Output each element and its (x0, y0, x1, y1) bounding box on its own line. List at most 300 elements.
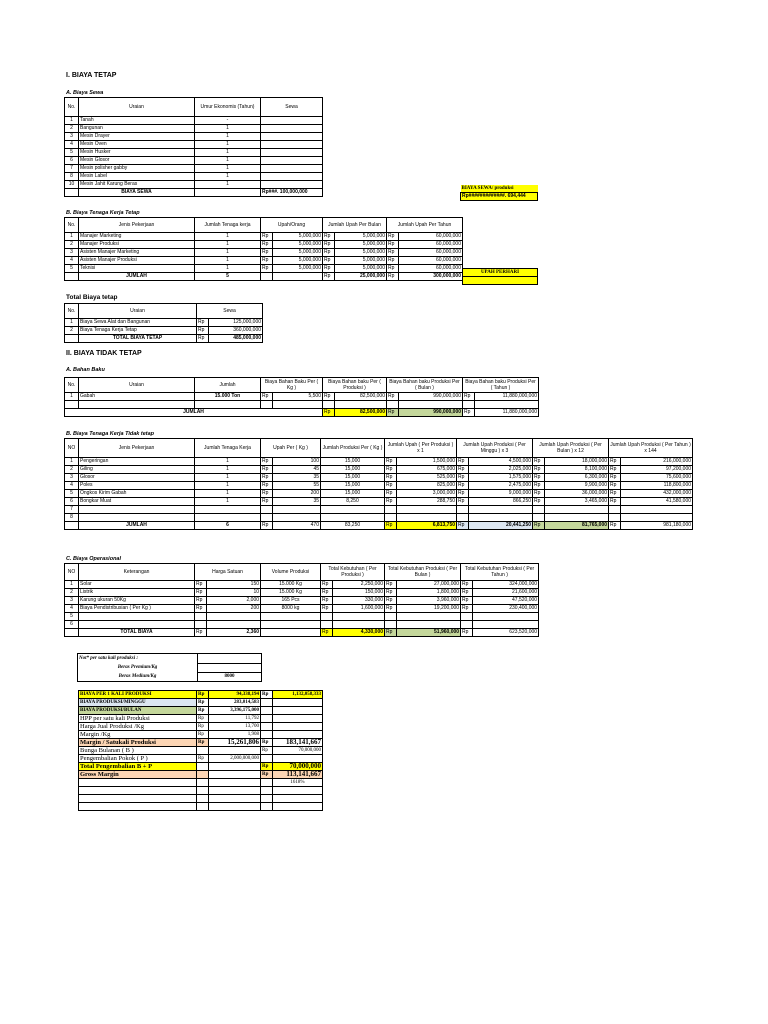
rp-label: Rp (533, 474, 545, 482)
rp-label: Rp (197, 691, 209, 699)
rp-label: Rp (321, 629, 333, 637)
rp-label: Rp (197, 327, 209, 335)
rp-label: Rp (533, 458, 545, 466)
rp-label: Rp (385, 522, 397, 530)
cell-uraian: Gabah (79, 393, 195, 401)
total-label: JUMLAH (79, 273, 195, 281)
rp-label: Rp (533, 498, 545, 506)
cell-umur: - (195, 117, 261, 125)
table-header (65, 304, 263, 319)
cell-upah-bulan: 5,000,000 (335, 257, 387, 265)
biaya-sewa-produksi-label: BIAYA SEWA/ produksi (461, 185, 538, 193)
cell-jenis: Pengeringan (79, 458, 195, 466)
cell-upah-bulan (545, 506, 609, 514)
rp-label: Rp (197, 723, 209, 731)
rp-label: Rp (261, 474, 273, 482)
header-upah-tahun: Jumlah Upah Per Tahun (387, 218, 463, 233)
total-upah-bulan: 81,765,000 (545, 522, 609, 530)
table-row (65, 482, 693, 490)
summary-label: Bunga Bulanan ( B ) (79, 747, 197, 755)
rp-label: Rp (385, 458, 397, 466)
cell-jumlah: 1 (195, 482, 261, 490)
cell-upah-tahun (621, 514, 693, 522)
rp-label: Rp (261, 771, 273, 779)
section-title-biaya-tidak-tetap: II. BIAYA TIDAK TETAP (66, 350, 142, 357)
table-header (65, 218, 463, 233)
rp-label: Rp (261, 482, 273, 490)
rp-label: Rp (261, 739, 273, 747)
total-label: BIAYA SEWA (79, 189, 195, 197)
cell-no: 2 (65, 589, 79, 597)
rp-label: Rp (387, 265, 399, 273)
note-line-1: Not* per satu kali produksi : (79, 656, 139, 661)
rp-label: Rp (261, 241, 273, 249)
cell-umur: 1 (195, 165, 261, 173)
rp-label: Rp (609, 498, 621, 506)
header-upah-bulan: Jumlah Upah Produksi ( Per Bulan ) x 12 (533, 439, 609, 458)
header-volume: Volume Produksi (261, 564, 321, 581)
rp-label: Rp (261, 458, 273, 466)
header-uraian: Uraian (79, 98, 195, 117)
cell-jumlah-produksi (321, 514, 385, 522)
header-upah-tahun: Jumlah Upah Produksi ( Per Tahun ) x 144 (609, 439, 693, 458)
cell-no: 6 (65, 157, 79, 165)
cell-upah-minggu: 866,250 (469, 498, 533, 506)
cell-umur: 1 (195, 133, 261, 141)
biaya-sewa-table (64, 97, 323, 197)
cell-no: 5 (65, 149, 79, 157)
cell-upah-bulan: 6,300,000 (545, 474, 609, 482)
cell-upah-tahun: 60,000,000 (399, 249, 463, 257)
rp-label: Rp (261, 747, 273, 755)
header-jumlah-upah: Jumlah Upah ( Per Produksi ) x 1 (385, 439, 457, 458)
cell-no: 2 (65, 125, 79, 133)
cell-no: 6 (65, 621, 79, 629)
cell-no: 3 (65, 597, 79, 605)
rp-label (261, 699, 273, 707)
rp-label: Rp (197, 739, 209, 747)
header-bb-kg: Biaya Bahan Baku Per ( Kg ) (261, 378, 323, 393)
rp-label: Rp (261, 522, 273, 530)
cell-jumlah-produksi: 15,000 (321, 458, 385, 466)
table-row (65, 181, 323, 189)
header-keterangan: Keterangan (79, 564, 195, 581)
cell-umur: 1 (195, 173, 261, 181)
cell-umur: 1 (195, 157, 261, 165)
cell-upah-tahun: 75,600,000 (621, 474, 693, 482)
table-row (65, 257, 463, 265)
header-no: No. (65, 98, 79, 117)
rp-label: Rp (323, 241, 335, 249)
table-row (65, 173, 323, 181)
cell-umur: 1 (195, 141, 261, 149)
cell-upah: 55 (273, 482, 321, 490)
subsection-title-total-biaya-tetap: Total Biaya tetap (66, 294, 118, 301)
summary-label: Total Pengembalian B + P (79, 763, 197, 771)
table-row (65, 149, 323, 157)
table-total-row (65, 189, 323, 197)
section-title-biaya-tetap: I. BIAYA TETAP (66, 72, 117, 79)
cell-upah-tahun: 41,580,000 (621, 498, 693, 506)
summary-value-1: 3,396,175,000 (209, 707, 261, 715)
rp-label: Rp (385, 629, 397, 637)
summary-label: BIAYA PER 1 KALI PRODUKSI (79, 691, 197, 699)
summary-label: BIAYA PRODUKSI/BULAN (79, 707, 197, 715)
upah-perhari-box (462, 268, 538, 285)
rp-label (261, 707, 273, 715)
cell-keterangan (79, 613, 195, 621)
cell-upah-bulan: 5,000,000 (335, 233, 387, 241)
subsection-title-tenaga-kerja-tetap: B. Biaya Tenaga Kerja Tetap (66, 210, 140, 216)
rp-label (195, 613, 207, 621)
summary-row (79, 755, 323, 763)
rp-label: Rp (321, 605, 333, 613)
header-no: No. (65, 304, 79, 319)
summary-row (79, 715, 323, 723)
rp-label: Rp (197, 335, 209, 343)
cell-jenis: Asisten Manajer Produksi (79, 257, 195, 265)
cell-upah-tahun: 432,000,000 (621, 490, 693, 498)
cell-total-kebutuhan (333, 621, 385, 629)
cell-no: 1 (65, 393, 79, 401)
rp-label: Rp (385, 466, 397, 474)
rp-label (533, 514, 545, 522)
table-row (65, 133, 323, 141)
cell-upah-minggu (469, 514, 533, 522)
cell-upah-minggu: 2,025,000 (469, 466, 533, 474)
header-bb-bulan: Biaya Bahan baku Produksi Per ( Bulan ) (387, 378, 463, 393)
summary-value-2: 1,132,058,333 (273, 691, 323, 699)
cell-upah-bulan: 36,000,000 (545, 490, 609, 498)
summary-label (79, 779, 197, 787)
summary-row (79, 739, 323, 747)
rp-label (321, 621, 333, 629)
cell-total-kebutuhan-bulan: 19,200,000 (397, 605, 461, 613)
rp-label: Rp (385, 474, 397, 482)
cell-uraian: Biaya Tenaga Kerja Tetap (79, 327, 197, 335)
cell-total-kebutuhan: 1,600,000 (333, 605, 385, 613)
rp-label: Rp (321, 597, 333, 605)
summary-value-2: 70,000,000 (273, 763, 323, 771)
cell-jumlah-upah: 3,000,000 (397, 490, 457, 498)
table-row (65, 474, 693, 482)
rp-label (461, 613, 473, 621)
cell-jenis: Manajer Produksi (79, 241, 195, 249)
header-jumlah-produksi: Jumlah Produksi Per ( Kg ) (321, 439, 385, 458)
cell-total-kebutuhan-tahun: 324,000,000 (473, 581, 539, 589)
rp-label (533, 506, 545, 514)
subsection-title-biaya-sewa: A. Biaya Sewa (66, 90, 104, 96)
cell-no: 1 (65, 581, 79, 589)
header-no: NO (65, 564, 79, 581)
table-row (65, 613, 539, 621)
header-no: No. (65, 378, 79, 393)
rp-label: Rp (195, 581, 207, 589)
header-total-kebutuhan-bulan: Total Kebutuhan Produksi ( Per Bulan ) (385, 564, 461, 581)
summary-row (79, 747, 323, 755)
rp-label: Rp (387, 409, 399, 417)
summary-label: Pengembalian Pokok ( P ) (79, 755, 197, 763)
total-upah-minggu: 20,441,250 (469, 522, 533, 530)
cell-no: 3 (65, 249, 79, 257)
header-bb-produksi: Biaya Bahan baku Per ( Produksi ) (323, 378, 387, 393)
cell-jenis: Ongkos Kirim Gabah (79, 490, 195, 498)
cell-no: 5 (65, 265, 79, 273)
rp-label: Rp (261, 763, 273, 771)
cell-upah: 200 (273, 490, 321, 498)
cell-bb-kg: 5,500 (273, 393, 323, 401)
cell-jenis: Teknisi (79, 265, 195, 273)
table-row (65, 241, 463, 249)
table-header (65, 439, 693, 458)
summary-label: Harga Jual Produksi /Kg (79, 723, 197, 731)
tenaga-kerja-tetap-table (64, 217, 463, 281)
header-upah: Upah Per ( Kg ) (261, 439, 321, 458)
cell-upah-bulan: 5,000,000 (335, 249, 387, 257)
cell-volume (261, 613, 321, 621)
table-row (65, 490, 693, 498)
cell-harga: 10 (207, 589, 261, 597)
rp-label: Rp (457, 482, 469, 490)
cell-jenis: Bongkar Muat (79, 498, 195, 506)
cell-jumlah-produksi: 15,000 (321, 482, 385, 490)
summary-row (79, 723, 323, 731)
rp-label: Rp (385, 581, 397, 589)
note-line-2: Beras Premium/Kg (117, 665, 158, 670)
table-row (65, 327, 263, 335)
rp-label: Rp (323, 273, 335, 281)
summary-row (79, 699, 323, 707)
summary-value-2 (273, 699, 323, 707)
header-uraian: Uraian (79, 304, 197, 319)
cell-total-kebutuhan-bulan (397, 613, 461, 621)
table-row (65, 319, 263, 327)
rp-label: Rp (323, 249, 335, 257)
cell-jumlah: 1 (195, 265, 261, 273)
cell-jumlah: 1 (195, 233, 261, 241)
header-jumlah: Jumlah Tenaga Kerja (195, 439, 261, 458)
header-no: No. (65, 218, 79, 233)
table-row (65, 393, 539, 401)
rp-label: Rp (457, 474, 469, 482)
cell-sewa: 360,000,000 (209, 327, 263, 335)
summary-value-1 (209, 763, 261, 771)
rp-label: Rp (197, 319, 209, 327)
summary-value-2 (273, 723, 323, 731)
cell-upah-bulan (545, 514, 609, 522)
header-bb-tahun: Biaya Bahan baku Produksi Per ( Tahun ) (463, 378, 539, 393)
subsection-title-bahan-baku: A. Bahan Baku (66, 367, 105, 373)
cell-no: 1 (65, 319, 79, 327)
tenaga-kerja-tidak-tetap-table (64, 438, 693, 530)
rp-label (261, 723, 273, 731)
total-value: 485,000,000 (209, 335, 263, 343)
rp-label: Rp (261, 393, 273, 401)
summary-label: BIAYA PRODUKSI/MINGGU (79, 699, 197, 707)
table-row (65, 125, 323, 133)
rp-label (261, 755, 273, 763)
rp-label: Rp (197, 699, 209, 707)
summary-value-1 (209, 747, 261, 755)
rp-label: Rp (261, 466, 273, 474)
cell-jenis (79, 514, 195, 522)
cell-sewa (261, 173, 323, 181)
cell-no: 7 (65, 165, 79, 173)
rp-label: Rp (385, 597, 397, 605)
cell-upah: 5,000,000 (273, 233, 323, 241)
cell-no: 2 (65, 327, 79, 335)
rp-label (457, 506, 469, 514)
rp-label: Rp (385, 498, 397, 506)
cell-uraian: Mesin polisher gabby (79, 165, 195, 173)
rp-label: Rp (261, 498, 273, 506)
cell-upah (273, 506, 321, 514)
cell-upah-bulan: 18,000,000 (545, 458, 609, 466)
cell-volume: 15.000 Kg (261, 581, 321, 589)
rp-label: Rp (533, 490, 545, 498)
cell-jumlah (195, 506, 261, 514)
cell-total-kebutuhan-bulan: 27,000,000 (397, 581, 461, 589)
summary-row (79, 771, 323, 779)
table-row (65, 233, 463, 241)
table-row (65, 157, 323, 165)
table-row (65, 589, 539, 597)
rp-label (385, 514, 397, 522)
cell-upah-minggu: 2,475,000 (469, 482, 533, 490)
summary-row (79, 763, 323, 771)
cell-sewa: 125,000,000 (209, 319, 263, 327)
total-upah: 470 (273, 522, 321, 530)
total-count: 5 (195, 273, 261, 281)
cell-uraian: Mesin Glosor (79, 157, 195, 165)
cell-jumlah: 15.000 Ton (195, 393, 261, 401)
cell-sewa (261, 181, 323, 189)
cell-total-kebutuhan: 2,250,000 (333, 581, 385, 589)
cell-no: 3 (65, 474, 79, 482)
summary-label: Gross Margin (79, 771, 197, 779)
cell-no: 10 (65, 181, 79, 189)
cell-total-kebutuhan-bulan: 3,960,000 (397, 597, 461, 605)
table-row (65, 117, 323, 125)
summary-value-2 (273, 707, 323, 715)
cell-upah-bulan: 5,000,000 (335, 241, 387, 249)
rp-label (457, 514, 469, 522)
rp-label: Rp (609, 522, 621, 530)
rp-label (261, 514, 273, 522)
rp-label: Rp (387, 249, 399, 257)
rp-label: Rp (457, 490, 469, 498)
rp-label (321, 613, 333, 621)
total-label: JUMLAH (65, 409, 323, 417)
cell-sewa (261, 149, 323, 157)
cell-no: 1 (65, 233, 79, 241)
rp-label (197, 771, 209, 779)
rp-label: Rp (195, 597, 207, 605)
cell-uraian: Mesin Oven (79, 141, 195, 149)
rp-label: Rp (387, 393, 399, 401)
rp-label: Rp (461, 589, 473, 597)
rp-label: Rp (457, 466, 469, 474)
cell-upah: 35 (273, 474, 321, 482)
biaya-sewa-produksi-box (460, 185, 538, 201)
total-upah-tahun: 300,000,000 (399, 273, 463, 281)
rp-label (385, 506, 397, 514)
cell-total-kebutuhan-tahun: 21,600,000 (473, 589, 539, 597)
header-total-kebutuhan: Total Kebutuhan ( Per Produksi ) (321, 564, 385, 581)
summary-row (79, 731, 323, 739)
cell-sewa (261, 157, 323, 165)
summary-value-1: 13,700 (209, 723, 261, 731)
cell-upah: 35 (273, 498, 321, 506)
cell-jumlah-upah (397, 506, 457, 514)
rp-label: Rp (195, 605, 207, 613)
cell-upah-minggu: 1,575,000 (469, 474, 533, 482)
cell-upah-minggu (469, 506, 533, 514)
cell-total-kebutuhan-tahun (473, 621, 539, 629)
total-bb-tahun: 11,880,000,000 (475, 409, 539, 417)
cell-total-kebutuhan: 150,000 (333, 589, 385, 597)
table-total-row (65, 522, 693, 530)
rp-label (385, 613, 397, 621)
rp-label: Rp (197, 715, 209, 723)
summary-value-1 (209, 779, 261, 787)
note-value-3: 8000 (198, 672, 262, 682)
cell-no: 3 (65, 133, 79, 141)
header-upah-minggu: Jumlah Upah Produksi ( Per Minggu ) x 3 (457, 439, 533, 458)
header-harga: Harga Satuan (195, 564, 261, 581)
total-kebutuhan-bulan: 51,960,000 (397, 629, 461, 637)
cell-keterangan: Solar (79, 581, 195, 589)
cell-harga: 200 (207, 605, 261, 613)
cell-upah-tahun: 60,000,000 (399, 257, 463, 265)
table-row (65, 621, 539, 629)
cell-no: 5 (65, 613, 79, 621)
header-jenis: Jenis Pekerjaan (79, 218, 195, 233)
table-row (65, 506, 693, 514)
summary-value-1: 15,261,806 (209, 739, 261, 747)
cell-no: 6 (65, 498, 79, 506)
cell-keterangan (79, 621, 195, 629)
rp-label: Rp (195, 589, 207, 597)
rp-label: Rp (197, 755, 209, 763)
rp-label: Rp (457, 498, 469, 506)
rp-label: Rp (195, 629, 207, 637)
cell-bb-bulan: 990,000,000 (399, 393, 463, 401)
table-row (65, 141, 323, 149)
cell-no: 2 (65, 466, 79, 474)
rp-label: Rp (463, 409, 475, 417)
cell-upah-bulan: 3,465,000 (545, 498, 609, 506)
total-upah-tahun: 981,180,000 (621, 522, 693, 530)
cell-jumlah: 1 (195, 241, 261, 249)
rp-label: Rp (461, 605, 473, 613)
header-jumlah: Jumlah Tenaga kerja (195, 218, 261, 233)
summary-value-2: 183,141,667 (273, 739, 323, 747)
cell-jenis: Manajer Marketing (79, 233, 195, 241)
rp-label: Rp (261, 691, 273, 699)
total-bb-bulan: 990,000,000 (399, 409, 463, 417)
cell-total-kebutuhan-bulan: 1,800,000 (397, 589, 461, 597)
rp-label: Rp (461, 597, 473, 605)
total-count: 6 (195, 522, 261, 530)
cell-total-kebutuhan-tahun (473, 613, 539, 621)
cell-volume: 165 Pcs (261, 597, 321, 605)
cell-no: 2 (65, 241, 79, 249)
cell-total-kebutuhan-bulan (397, 621, 461, 629)
cell-jumlah-upah: 1,500,000 (397, 458, 457, 466)
rp-label: Rp (609, 466, 621, 474)
cell-umur: 1 (195, 181, 261, 189)
